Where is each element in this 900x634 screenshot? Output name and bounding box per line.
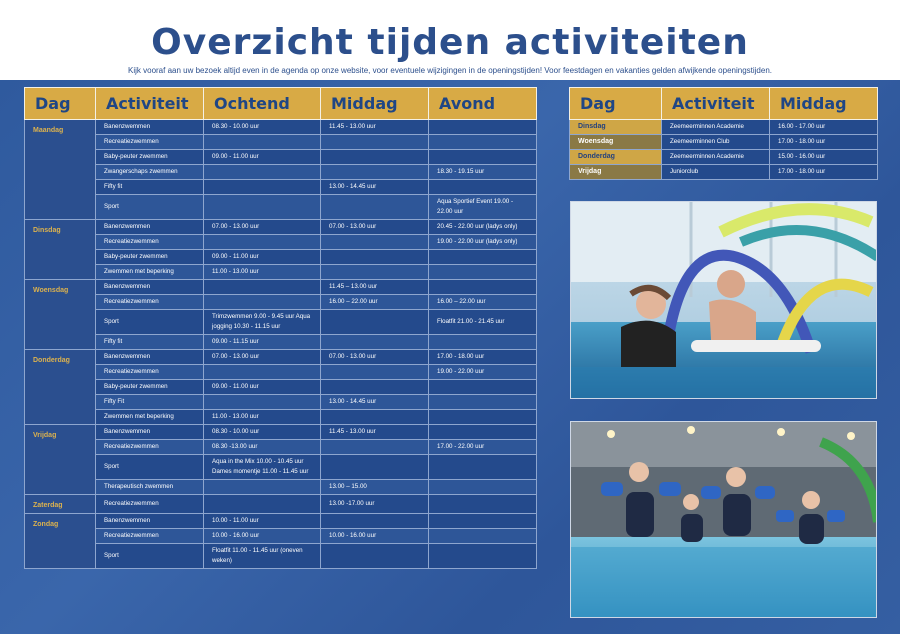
middag-cell: 11.45 - 13.00 uur <box>321 120 429 135</box>
main-schedule-table <box>24 87 537 569</box>
activity-cell: Recreatiezwemmen <box>96 365 204 380</box>
middag-cell <box>321 165 429 180</box>
activity-cell: Banenzwemmen <box>96 280 204 295</box>
table-row <box>25 150 537 165</box>
ochtend-cell: 11.00 - 13.00 uur <box>204 265 321 280</box>
side-table-row <box>570 135 878 150</box>
avond-cell <box>429 265 537 280</box>
avond-cell <box>429 480 537 495</box>
avond-cell: 18.30 - 19.15 uur <box>429 165 537 180</box>
activity-cell: Sport <box>96 310 204 335</box>
table-row <box>25 365 537 380</box>
middag-cell <box>321 335 429 350</box>
side-activity-cell: Zeemeerminnen Club <box>662 135 770 150</box>
middag-cell <box>321 365 429 380</box>
avond-cell <box>429 335 537 350</box>
photo-aqua-fitness-class <box>570 421 877 618</box>
avond-cell: Floatfit 21.00 - 21.45 uur <box>429 310 537 335</box>
activity-cell: Banenzwemmen <box>96 514 204 529</box>
middag-cell: 13.00 - 14.45 uur <box>321 395 429 410</box>
pool-noodles-photo-image <box>571 202 877 399</box>
avond-cell: Aqua Sportief Event 19.00 - 22.00 uur <box>429 195 537 220</box>
table-row <box>25 235 537 250</box>
avond-cell <box>429 455 537 480</box>
middag-cell: 11.45 – 13.00 uur <box>321 280 429 295</box>
ochtend-cell: 09.00 - 11.00 uur <box>204 380 321 395</box>
activity-cell: Recreatiezwemmen <box>96 235 204 250</box>
header-middag: Middag <box>321 88 429 120</box>
table-row <box>25 425 537 440</box>
ochtend-cell: 07.00 - 13.00 uur <box>204 350 321 365</box>
table-row <box>25 380 537 395</box>
avond-cell <box>429 495 537 514</box>
activity-cell: Recreatiezwemmen <box>96 529 204 544</box>
avond-cell <box>429 395 537 410</box>
avond-cell: 16.00 – 22.00 uur <box>429 295 537 310</box>
page-title: Overzicht tijden activiteiten <box>151 22 749 63</box>
middag-cell <box>321 250 429 265</box>
avond-cell: 19.00 - 22.00 uur <box>429 365 537 380</box>
activity-cell: Baby-peuter zwemmen <box>96 250 204 265</box>
avond-cell <box>429 380 537 395</box>
table-row <box>25 495 537 514</box>
activity-cell: Fifty Fit <box>96 395 204 410</box>
activity-cell: Zwemmen met beperking <box>96 265 204 280</box>
activity-cell: Baby-peuter zwemmen <box>96 380 204 395</box>
ochtend-cell: 08.30 - 10.00 uur <box>204 425 321 440</box>
ochtend-cell: 08.30 -13.00 uur <box>204 440 321 455</box>
ochtend-cell: 09.00 - 11.15 uur <box>204 335 321 350</box>
ochtend-cell <box>204 195 321 220</box>
middag-cell <box>321 310 429 335</box>
activity-cell: Fifty fit <box>96 335 204 350</box>
day-cell: Vrijdag <box>25 425 96 495</box>
side-time-cell: 17.00 - 18.00 uur <box>770 135 878 150</box>
header-activiteit: Activiteit <box>96 88 204 120</box>
table-row <box>25 165 537 180</box>
table-row <box>25 295 537 310</box>
middag-cell: 13.00 – 15.00 <box>321 480 429 495</box>
avond-cell <box>429 250 537 265</box>
middag-cell: 10.00 - 16.00 uur <box>321 529 429 544</box>
ochtend-cell <box>204 280 321 295</box>
middag-cell <box>321 514 429 529</box>
activity-cell: Zwemmen met beperking <box>96 410 204 425</box>
avond-cell <box>429 514 537 529</box>
table-row <box>25 440 537 455</box>
ochtend-cell <box>204 295 321 310</box>
ochtend-cell <box>204 480 321 495</box>
ochtend-cell: 07.00 - 13.00 uur <box>204 220 321 235</box>
avond-cell <box>429 135 537 150</box>
day-cell: Zondag <box>25 514 96 569</box>
ochtend-cell <box>204 395 321 410</box>
middag-cell: 13.00 -17.00 uur <box>321 495 429 514</box>
ochtend-cell <box>204 495 321 514</box>
activity-cell: Banenzwemmen <box>96 425 204 440</box>
middag-cell <box>321 195 429 220</box>
table-row <box>25 335 537 350</box>
ochtend-cell: 11.00 - 13.00 uur <box>204 410 321 425</box>
side-schedule-table <box>569 87 878 180</box>
table-row <box>25 180 537 195</box>
day-cell: Zaterdag <box>25 495 96 514</box>
ochtend-cell: 09.00 - 11.00 uur <box>204 250 321 265</box>
table-row <box>25 544 537 569</box>
table-row <box>25 195 537 220</box>
ochtend-cell: 10.00 - 11.00 uur <box>204 514 321 529</box>
avond-cell <box>429 150 537 165</box>
day-cell: Donderdag <box>25 350 96 425</box>
middag-cell <box>321 135 429 150</box>
activity-cell: Recreatiezwemmen <box>96 495 204 514</box>
side-table-header <box>570 88 878 120</box>
ochtend-cell <box>204 165 321 180</box>
activity-cell: Sport <box>96 195 204 220</box>
ochtend-cell <box>204 180 321 195</box>
activity-cell: Banenzwemmen <box>96 350 204 365</box>
ochtend-cell <box>204 365 321 380</box>
aqua-fitness-photo-image <box>571 422 877 618</box>
table-row <box>25 350 537 365</box>
ochtend-cell: 08.30 - 10.00 uur <box>204 120 321 135</box>
ochtend-cell <box>204 135 321 150</box>
activity-cell: Baby-peuter zwemmen <box>96 150 204 165</box>
ochtend-cell <box>204 235 321 250</box>
table-row <box>25 455 537 480</box>
ochtend-cell: Floatfit 11.00 - 11.45 uur (oneven weken) <box>204 544 321 569</box>
side-header-middag: Middag <box>770 88 878 120</box>
table-row <box>25 529 537 544</box>
header-ochtend: Ochtend <box>204 88 321 120</box>
avond-cell: 20.45 - 22.00 uur (ladys only) <box>429 220 537 235</box>
table-row <box>25 135 537 150</box>
middag-cell <box>321 455 429 480</box>
activity-cell: Recreatiezwemmen <box>96 440 204 455</box>
avond-cell <box>429 529 537 544</box>
middag-cell: 11.45 - 13.00 uur <box>321 425 429 440</box>
activity-cell: Therapeutisch zwemmen <box>96 480 204 495</box>
middag-cell <box>321 235 429 250</box>
middag-cell: 13.00 - 14.45 uur <box>321 180 429 195</box>
side-day-cell: Dinsdag <box>570 120 662 135</box>
activity-cell: Sport <box>96 455 204 480</box>
page-subtitle: Kijk vooraf aan uw bezoek altijd even in de agenda op onze website, voor eventuele wijzigingen in de openingstijden! Voor feestdagen en vakanties gelden afwijkende openingstijden. <box>128 66 772 75</box>
avond-cell <box>429 425 537 440</box>
activity-cell: Banenzwemmen <box>96 120 204 135</box>
side-table-row <box>570 120 878 135</box>
middag-cell: 07.00 - 13.00 uur <box>321 350 429 365</box>
middag-cell: 16.00 – 22.00 uur <box>321 295 429 310</box>
table-row <box>25 220 537 235</box>
side-table-row <box>570 165 878 180</box>
ochtend-cell: 10.00 - 16.00 uur <box>204 529 321 544</box>
avond-cell <box>429 410 537 425</box>
side-time-cell: 17.00 - 18.00 uur <box>770 165 878 180</box>
ochtend-cell: Aqua in the Mix 10.00 - 10.45 uur Dames momentje 11.00 - 11.45 uur <box>204 455 321 480</box>
photo-child-pool-noodles <box>570 201 877 399</box>
avond-cell: 17.00 - 18.00 uur <box>429 350 537 365</box>
middag-cell <box>321 380 429 395</box>
side-header-activiteit: Activiteit <box>662 88 770 120</box>
main-table-header <box>25 88 537 120</box>
activity-cell: Recreatiezwemmen <box>96 295 204 310</box>
table-row <box>25 250 537 265</box>
avond-cell <box>429 544 537 569</box>
avond-cell <box>429 120 537 135</box>
header-dag: Dag <box>25 88 96 120</box>
table-row <box>25 265 537 280</box>
day-cell: Woensdag <box>25 280 96 350</box>
middag-cell <box>321 410 429 425</box>
table-row <box>25 514 537 529</box>
middag-cell <box>321 265 429 280</box>
activity-cell: Recreatiezwemmen <box>96 135 204 150</box>
side-header-dag: Dag <box>570 88 662 120</box>
avond-cell: 19.00 - 22.00 uur (ladys only) <box>429 235 537 250</box>
day-cell: Maandag <box>25 120 96 220</box>
table-row <box>25 410 537 425</box>
day-cell: Dinsdag <box>25 220 96 280</box>
activity-cell: Fifty fit <box>96 180 204 195</box>
side-day-cell: Woensdag <box>570 135 662 150</box>
avond-cell <box>429 280 537 295</box>
activity-cell: Zwangerschaps zwemmen <box>96 165 204 180</box>
activity-cell: Banenzwemmen <box>96 220 204 235</box>
side-time-cell: 16.00 - 17.00 uur <box>770 120 878 135</box>
table-row <box>25 120 537 135</box>
activity-cell: Sport <box>96 544 204 569</box>
avond-cell <box>429 180 537 195</box>
side-activity-cell: Juniorclub <box>662 165 770 180</box>
side-day-cell: Donderdag <box>570 150 662 165</box>
ochtend-cell: 09.00 - 11.00 uur <box>204 150 321 165</box>
middag-cell <box>321 440 429 455</box>
side-time-cell: 15.00 - 16.00 uur <box>770 150 878 165</box>
ochtend-cell: Trimzwemmen 9.00 - 9.45 uur Aqua jogging 10.30 - 11.15 uur <box>204 310 321 335</box>
table-row <box>25 480 537 495</box>
side-activity-cell: Zeemeerminnen Academie <box>662 150 770 165</box>
middag-cell: 07.00 - 13.00 uur <box>321 220 429 235</box>
header-avond: Avond <box>429 88 537 120</box>
table-row <box>25 395 537 410</box>
middag-cell <box>321 544 429 569</box>
table-row <box>25 310 537 335</box>
side-activity-cell: Zeemeerminnen Academie <box>662 120 770 135</box>
avond-cell: 17.00 - 22.00 uur <box>429 440 537 455</box>
middag-cell <box>321 150 429 165</box>
side-day-cell: Vrijdag <box>570 165 662 180</box>
table-row <box>25 280 537 295</box>
side-table-row <box>570 150 878 165</box>
